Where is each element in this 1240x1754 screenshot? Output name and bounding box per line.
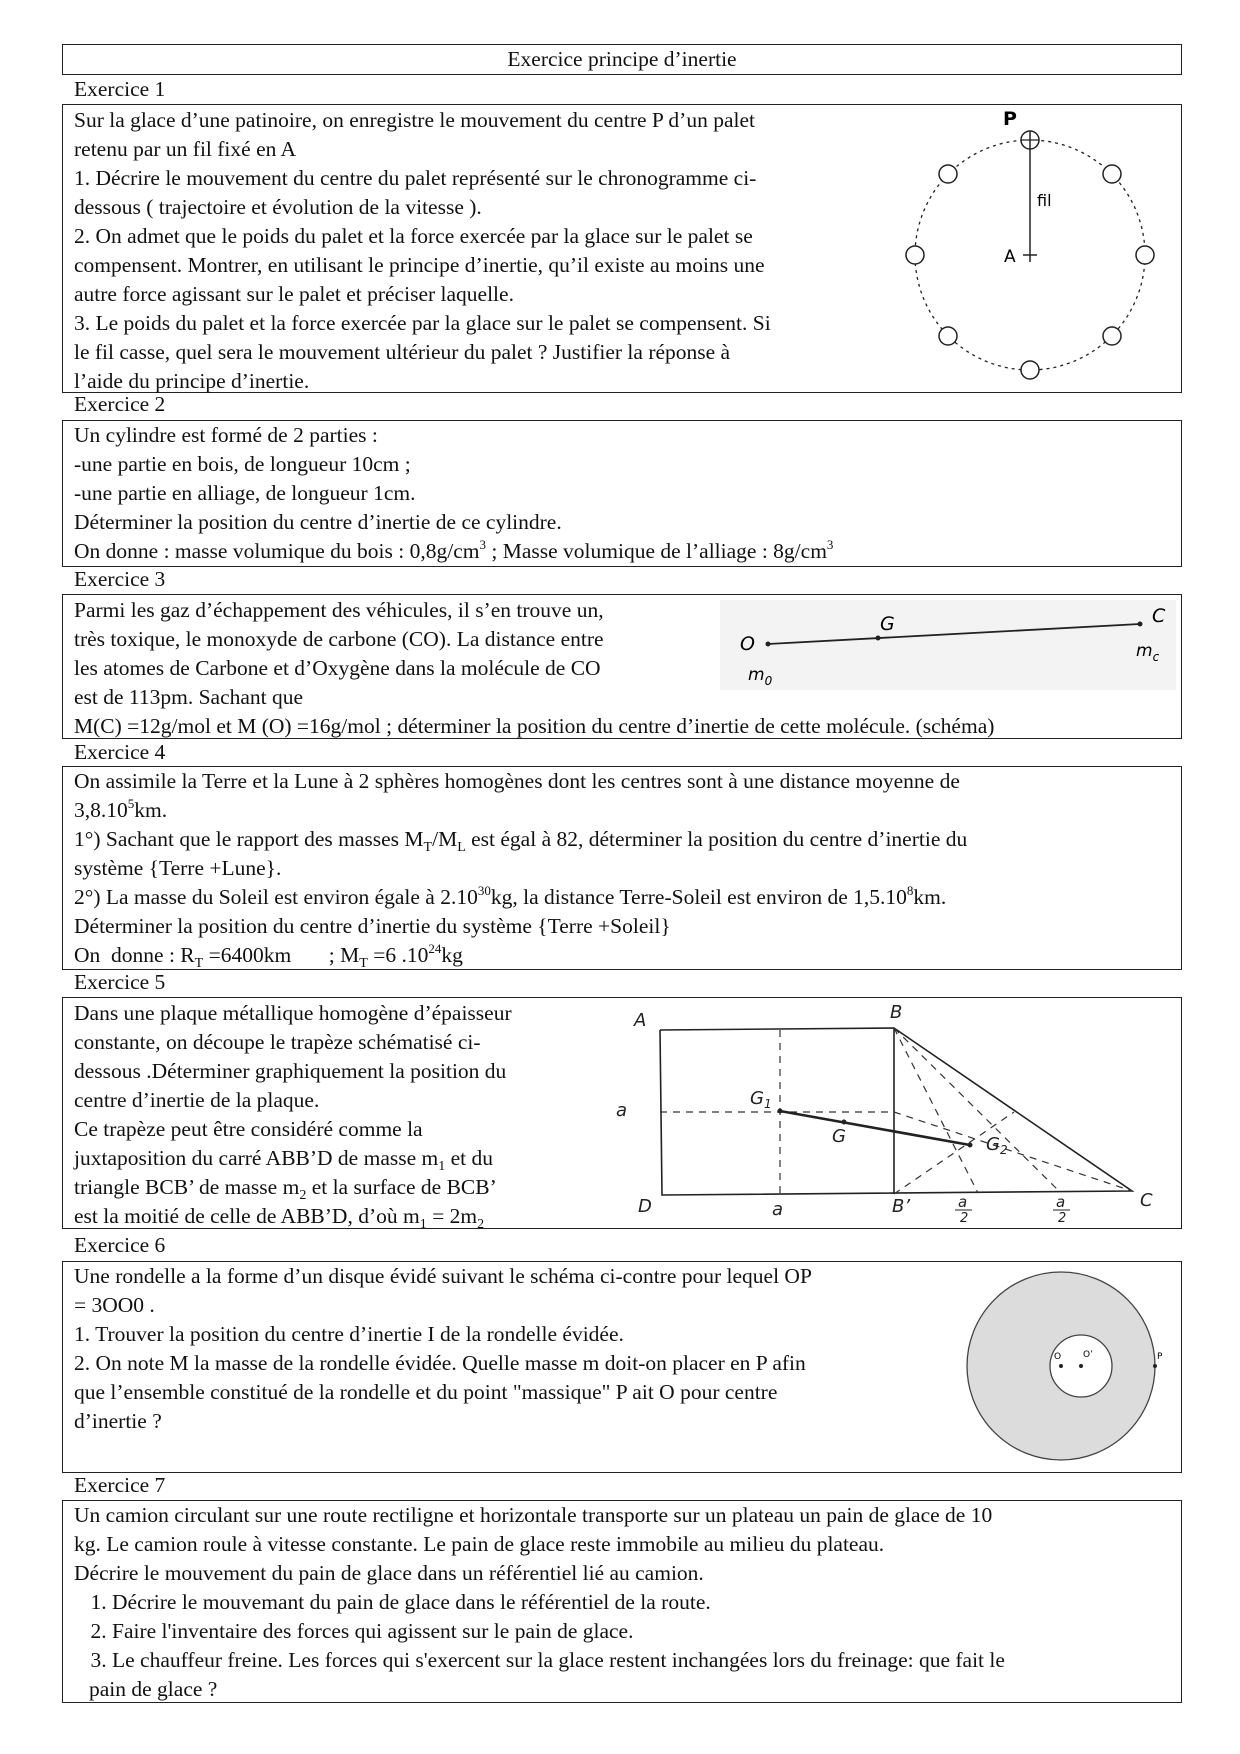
exercise-4-text: On assimile la Terre et la Lune à 2 sphères homogènes dont les centres sont à une distance moyenne de 3,8.10$^5$km. 1°) Sachant que le rapport des masses $M_T/M_L$ est égal à 82, déterminer la position du centre d’inertie du système {Terre +Lune}. 2°) La masse du Soleil est environ égale à 2.10$^{30}$kg, la distance Terre-Soleil est environ de 1,5.10$^8$km. Déterminer la position du centre d’inertie du système {Terre +Soleil} On donne : $R_T =6400km$ ; $M_T =6$ $.10^{24}kg$	[74, 769, 968, 971]
question-item: 3. Le chauffeur freine. Les forces qui s'exercent sur la glace restent inchangées lors du freinage: que fait le	[112, 1646, 1005, 1675]
svg-text:2: 2	[960, 1211, 969, 1226]
atom-o	[766, 642, 771, 647]
svg-text:a: a	[1056, 1193, 1066, 1211]
question-item: 2. Faire l'inventaire des forces qui agissent sur le pain de glace.	[112, 1617, 1005, 1646]
exercise-7-text: Un camion circulant sur une route rectiligne et horizontale transporte sur un plateau un pain de glace de 10 kg. Le camion roule à vitesse constante. Le pain de glace reste immobile au milieu du plateau. Décrire le mouvement du pain de glace dans un référentiel lié au camion. 1. Décrire le mouvemant du pain de glace dans le référentiel de la route. 2. Faire l'inventaire des forces qui agissent sur le pain de glace. 3. Le chauffeur freine. Les forces qui s'exercent sur la glace restent inchangées lors du freinage: que fait le pain de glace ?	[74, 1501, 1005, 1704]
exercise-2-label: Exercice 2	[74, 392, 166, 416]
svg-text:G1: $G_1$	[750, 1088, 772, 1111]
exercise-3-label: Exercice 3	[74, 567, 166, 591]
exercise-6-text: Une rondelle a la forme d’un disque évidé suivant le schéma ci-contre pour lequel OP = 3OO0 . 1. Trouver la position du centre d’inertie I de la rondelle évidée. 2. On note M la masse de la rondelle évidée. Quelle masse m doit-on placer en P afin que l’ensemble constitué de la rondelle et du point "massique" P ait O pour centre d’inertie ?	[74, 1264, 812, 1433]
svg-text:O’: O’	[1083, 1350, 1093, 1360]
svg-text:G: G	[832, 1126, 846, 1147]
exercise-3-text: Parmi les gaz d’échappement des véhicules, il s’en trouve un, très toxique, le monoxyde de carbone (CO). La distance entre les atomes de Carbone et d’Oxygène dans la molécule de CO est de 113pm. Sachant que M(C) =12g/mol et M (O) =16g/mol ; déterminer la position du centre d’inertie de cette molécule. (schéma)	[74, 598, 995, 738]
svg-text:2: 2	[1058, 1211, 1067, 1226]
palet-position	[939, 165, 957, 183]
svg-text:D: D	[638, 1196, 652, 1217]
palet-position	[1103, 327, 1121, 345]
palet-position	[1103, 165, 1121, 183]
rondelle-figure	[955, 1262, 1175, 1472]
svg-text:a: a	[772, 1199, 784, 1220]
atom-c	[1138, 622, 1143, 627]
svg-text:A: A	[634, 1010, 647, 1031]
question-item: 1. Décrire le mouvemant du pain de glace dans le référentiel de la route.	[112, 1588, 1005, 1617]
co-molecule-figure	[720, 600, 1180, 720]
exercise-6-label: Exercice 6	[74, 1233, 166, 1257]
point-g	[876, 636, 881, 641]
exercise-4-label: Exercice 4	[74, 740, 166, 764]
palet-position	[906, 246, 924, 264]
exercise-1-text: Sur la glace d’une patinoire, on enregistre le mouvement du centre P d’un palet retenu par un fil fixé en A 1. Décrire le mouvement du centre du palet représenté sur le chronogramme ci- dessous ( trajectoire et évolution de la vitesse ). 2. On admet que le poids du palet et la force exercée par la glace sur le palet se compensent. Montrer, en utilisant le principe d’inertie, qu’il existe au moins une autre force agissant sur le palet et préciser laquelle. 3. Le poids du palet et la force exercée par la glace sur le palet se compensent. Si le fil casse, quel sera le mouvement ultérieur du palet ? Justifier la réponse à l’aide du principe d’inertie.	[74, 108, 771, 393]
trapeze-figure	[610, 1000, 1170, 1228]
exercise-7-questions	[74, 1588, 1005, 1675]
chronogram-figure	[900, 105, 1140, 395]
page-title: Exercice principe d’inertie	[507, 47, 737, 71]
exercise-2-text: Un cylindre est formé de 2 parties : -une partie en bois, de longueur 10cm ; -une partie en alliage, de longueur 1cm. Déterminer la position du centre d’inertie de ce cylindre. On donne : masse volumique du bois : $0,8g/cm^3$ ; Masse volumique de l’alliage : $8g/cm^3$	[74, 423, 834, 563]
svg-text:P: P	[1157, 1352, 1163, 1362]
svg-text:C: C	[1152, 605, 1166, 627]
exercise-1-label: Exercice 1	[74, 77, 166, 101]
svg-text:m0: $m_0$	[748, 665, 773, 688]
exercise-7-label: Exercice 7	[74, 1473, 166, 1497]
svg-text:O: O	[1054, 1352, 1062, 1362]
exercise-5-label: Exercice 5	[74, 970, 166, 994]
svg-text:B’: B’	[892, 1196, 911, 1217]
svg-text:a: a	[958, 1193, 968, 1211]
point-a-label: A	[1004, 247, 1016, 267]
exercise-5-text: Dans une plaque métallique homogène d’épaisseur constante, on découpe le trapèze schématisé ci- dessous .Déterminer graphiquement la position du centre d’inertie de la plaque. Ce trapèze peut être considéré comme la juxtaposition du carré ABB’D de masse $m_1$ et du triangle BCB’ de masse $m_2$ et la surface de BCB’ est la moitié de celle de ABB’D, d’où $m_1 = 2m_2$	[74, 1001, 512, 1232]
svg-text:mc: $m_c$	[1136, 641, 1160, 664]
g1-g2-segment	[780, 1111, 970, 1145]
svg-text:O: O	[740, 633, 755, 655]
palet-position	[1136, 246, 1154, 264]
svg-text:C: C	[1140, 1190, 1153, 1211]
point-p-label: P	[1003, 108, 1017, 130]
svg-text:B: B	[890, 1002, 903, 1023]
svg-text:G2: $G_2$	[986, 1134, 1008, 1157]
fil-label: fil	[1037, 191, 1052, 210]
palet-position	[939, 327, 957, 345]
palet-position	[1021, 361, 1039, 379]
svg-text:a: a	[616, 1100, 628, 1121]
svg-text:G: G	[880, 613, 895, 635]
title-box	[62, 44, 1182, 75]
